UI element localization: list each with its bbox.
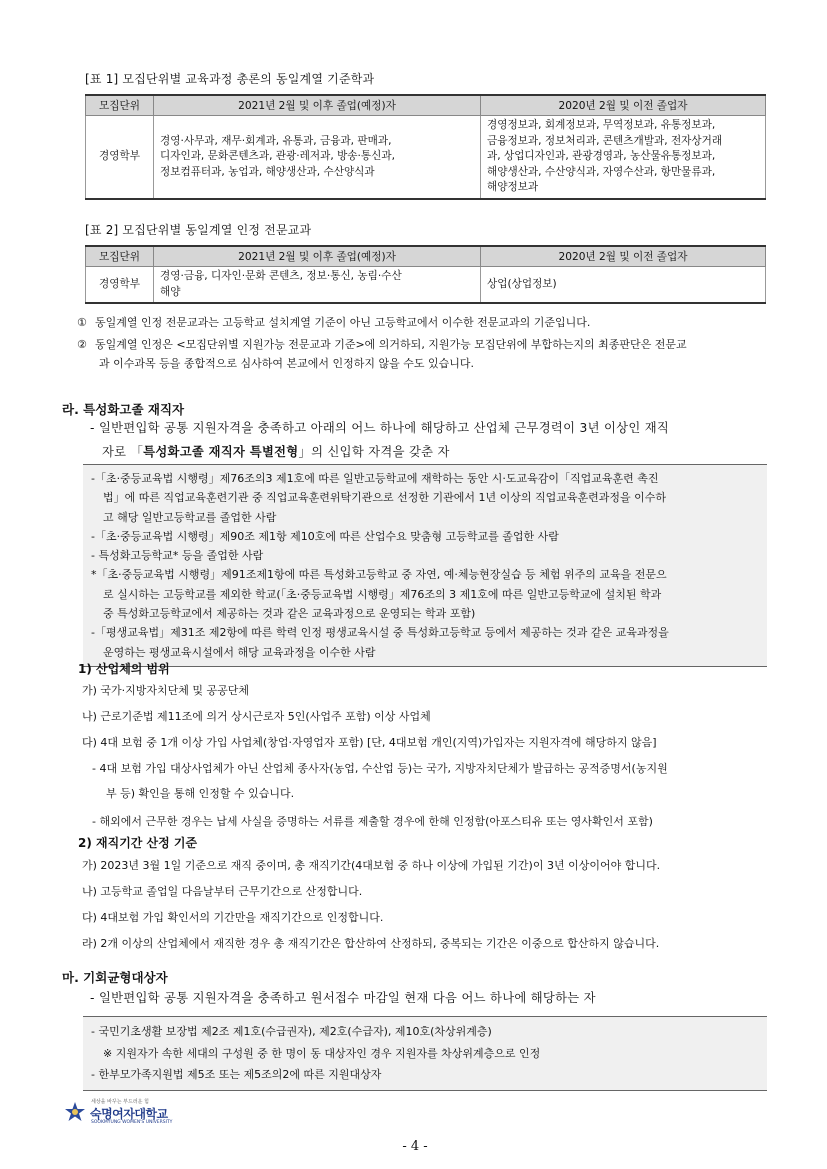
industry-scope-list [82, 678, 772, 756]
box-line: 로 실시하는 고등학교를 제외한 학교(「초·중등교육법 시행령」제76조의 3 제1호에 따른 일반고등학교에 설치된 학과 [103, 587, 662, 601]
table2-header-2021: 2021년 2월 및 이후 졸업(예정)자 [154, 246, 481, 267]
equity-box [83, 1016, 767, 1091]
logo-english: SOOKMYUNG WOMEN'S UNIVERSITY [91, 1120, 173, 1125]
list-item: - 4대 보험 가입 대상사업체가 아닌 산업체 종사자(농업, 수산업 등)는 국가, 지방자치단체가 발급하는 공적증명서(농지원 [92, 762, 668, 775]
note-text: 과 이수과목 등을 종합적으로 심사하여 본교에서 인정하지 않을 수도 있습니다. [99, 357, 474, 370]
box-line: -「평생교육법」제31조 제2항에 따른 학력 인정 평생교육시설 중 특성화고등학교 등에서 제공하는 것과 같은 교육과정을 [91, 626, 669, 640]
box-line: 운영하는 평생교육시설에서 해당 교육과정을 이수한 사람 [103, 645, 376, 659]
list-item: 나) 근로기준법 제11조에 의거 상시근로자 5인(사업주 포함) 이상 사업체 [82, 710, 431, 723]
box-line: - 한부모가족지원법 제5조 또는 제5조의2에 따른 지원대상자 [91, 1068, 382, 1081]
emblem-icon [63, 1101, 87, 1125]
section-ma-lead: - 일반편입학 공통 지원자격을 충족하고 원서접수 마감일 현재 다음 어느 하나에 해당하는 자 [90, 991, 596, 1005]
note-text: 동일계열 인정 전문교과는 고등학교 설치계열 기준이 아닌 고등학교에서 이수한 전문교과의 기준입니다. [95, 316, 591, 329]
note-1 [77, 313, 767, 332]
box-line: - 특성화고등학교* 등을 졸업한 사람 [91, 549, 264, 563]
table-line: 해양 [160, 285, 181, 298]
logo-name: 숙명여자대학교 [90, 1107, 168, 1121]
employment-period-list [82, 853, 772, 957]
table2-cell-2020: 상업(상업정보) [481, 267, 766, 304]
list-item: 다) 4대 보험 중 1개 이상 가입 사업체(창업·자영업자 포함) [단, 4대보험 개인(지역)가입자는 지원자격에 해당하지 않음] [82, 736, 657, 749]
table2-caption: [표 2] 모집단위별 동일계열 인정 전문교과 [85, 223, 312, 237]
table2-header-unit: 모집단위 [86, 246, 154, 267]
list-item: 가) 국가·지방자치단체 및 공공단체 [82, 684, 250, 697]
table1-unit: 경영학부 [86, 116, 154, 199]
page-number: - 4 - [402, 1139, 428, 1154]
box-line: 고 해당 일반고등학교를 졸업한 사람 [103, 510, 277, 524]
table-line: 금융정보과, 정보처리과, 콘텐츠개발과, 전자상거래 [487, 134, 723, 147]
table1-cell-2020 [481, 116, 766, 199]
list-item: 부 등) 확인을 통해 인정할 수 있습니다. [106, 787, 295, 800]
box-line: - 국민기초생활 보장법 제2조 제1호(수급권자), 제2호(수급자), 제10호(차상위계층) [91, 1025, 492, 1038]
box-line: 법」에 따른 직업교육훈련기관 중 직업교육훈련위탁기관으로 선정한 기관에서 1년 이상의 직업교육훈련과정을 이수하 [103, 491, 667, 505]
table1-header-2021: 2021년 2월 및 이후 졸업(예정)자 [154, 95, 481, 116]
lead-line [90, 440, 770, 464]
box-line: 중 특성화고등학교에서 제공하는 것과 같은 교육과정으로 운영되는 학과 포함) [103, 607, 476, 621]
subheading-employment-period: 2) 재직기간 산정 기준 [78, 836, 198, 850]
table-line: 경영·사무과, 재무·회계과, 유통과, 금융과, 판매과, [160, 134, 392, 147]
list-item: 가) 2023년 3월 1일 기준으로 재직 중이며, 총 재직기간(4대보험 중 하나 이상에 가입된 기간)이 3년 이상이어야 합니다. [82, 859, 661, 872]
lead-line: - 일반편입학 공통 지원자격을 충족하고 아래의 어느 하나에 해당하고 산업체 근무경력이 3년 이상인 재직 [90, 421, 670, 435]
section-heading-ma: 마. 기회균형대상자 [62, 970, 168, 985]
table1-header-2020: 2020년 2월 및 이전 졸업자 [481, 95, 766, 116]
section-heading-ra: 라. 특성화고졸 재직자 [62, 402, 185, 417]
lead-text: 자로 「 [102, 445, 144, 459]
table2 [85, 245, 766, 304]
table1-caption: [표 1] 모집단위별 교육과정 총론의 동일계열 기준학과 [85, 72, 375, 86]
table-line: 해양생산과, 수산양식과, 자영수산과, 항만물류과, [487, 165, 716, 178]
note-number: ② [77, 338, 87, 351]
section-ra-lead [90, 416, 770, 464]
note-2 [77, 335, 767, 354]
box-line: -「초·중등교육법 시행령」제76조의3 제1호에 따른 일반고등학교에 재학하는 동안 시·도교육감이「직업교육훈련 촉진 [91, 472, 659, 485]
box-line: *「초·중등교육법 시행령」제91조제1항에 따른 특성화고등학교 중 자연, 예·체능현장실습 등 체험 위주의 교육을 전문으 [91, 568, 667, 582]
box-line: -「초·중등교육법 시행령」제90조 제1항 제10호에 따른 산업수요 맞춤형 고등학교를 졸업한 사람 [91, 529, 559, 543]
note-text: 동일계열 인정은 <모집단위별 지원가능 전문교과 기준>에 의거하되, 지원가능 모집단위에 부합하는지의 최종판단은 전문교 [95, 338, 687, 351]
box-line: ※ 지원자가 속한 세대의 구성원 중 한 명이 동 대상자인 경우 지원자를 차상위계층으로 인정 [103, 1046, 541, 1060]
table2-unit: 경영학부 [86, 267, 154, 304]
table2-cell-2021 [154, 267, 481, 304]
subheading-industry-scope: 1) 산업체의 범위 [78, 662, 170, 676]
table-line: 정보컴퓨터과, 농업과, 해양생산과, 수산양식과 [160, 165, 375, 178]
table1 [85, 94, 766, 200]
table1-header-unit: 모집단위 [86, 95, 154, 116]
lead-bold-text: 특성화고졸 재직자 특별전형 [143, 445, 299, 459]
note-number: ① [77, 316, 87, 329]
list-item: 다) 4대보험 가입 확인서의 기간만을 재직기간으로 인정합니다. [82, 911, 384, 924]
table1-cell-2021 [154, 116, 481, 199]
list-item: - 해외에서 근무한 경우는 납세 사실을 증명하는 서류를 제출할 경우에 한해 인정함(아포스티유 또는 영사확인서 포함) [92, 815, 653, 828]
table-line: 경영정보과, 회계정보과, 무역정보과, 유통정보과, [487, 119, 716, 131]
table-line: 경영·금융, 디자인·문화 콘텐츠, 정보·통신, 농림·수산 [160, 270, 402, 282]
lead-text: 」의 신입학 자격을 갖춘 자 [298, 445, 450, 459]
table-line: 과, 상업디자인과, 관광경영과, 농산물유통정보과, [487, 150, 716, 162]
table-line: 디자인과, 문화콘텐츠과, 관광·레저과, 방송·통신과, [160, 150, 395, 162]
industry-scope-bullets [92, 756, 768, 834]
logo-tagline: 세상을 바꾸는 부드러운 힘 [91, 1099, 149, 1105]
notes [77, 313, 767, 373]
eligibility-box [83, 464, 767, 667]
university-logo [63, 1098, 203, 1128]
list-item: 라) 2개 이상의 산업체에서 재직한 경우 총 재직기간은 합산하여 산정하되, 중복되는 기간은 이중으로 합산하지 않습니다. [82, 937, 660, 950]
list-item: 나) 고등학교 졸업일 다음날부터 근무기간으로 산정합니다. [82, 885, 363, 898]
table-line: 해양정보과 [487, 181, 539, 193]
table2-header-2020: 2020년 2월 및 이전 졸업자 [481, 246, 766, 267]
